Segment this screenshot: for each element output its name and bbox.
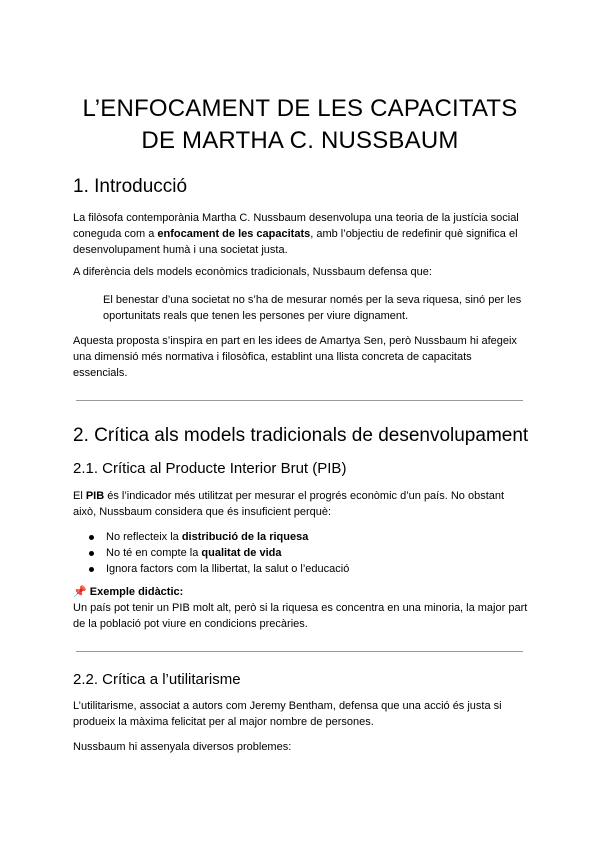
- difference-paragraph: A diferència dels models econòmics tradicionals, Nussbaum defensa que:: [73, 266, 432, 278]
- divider-2: [76, 651, 523, 652]
- intro-text-end: , amb l’objectiu de redefinir què significa el desenvolupament humà i una societat justa.: [73, 228, 518, 256]
- intro-bold-term: enfocament de les capacitats: [157, 228, 311, 240]
- section-2-heading: 2. Crítica als models tradicionals de desenvolupament: [73, 425, 529, 446]
- pushpin-icon: 📌: [73, 586, 87, 598]
- document-title: [0, 93, 600, 157]
- pib-text-end: és l’indicador més utilitzat per mesurar el progrés econòmic d’un país. No obstant això, Nussbaum considera que és insuficient perquè:: [73, 490, 505, 518]
- utilitarianism-paragraph: L’utilitarisme, associat a autors com Jeremy Bentham, defensa que una acció és justa si produeix la màxima felicitat per al major nombre de persones.: [73, 700, 502, 728]
- list-item: Ignora factors com la llibertat, la salut o l’educació: [73, 561, 523, 577]
- section-1-heading: 1. Introducció: [73, 176, 188, 197]
- divider-1: [76, 400, 523, 401]
- example-text: Un país pot tenir un PIB molt alt, però si la riquesa es concentra en una minoria, la major part de la població pot viure en condicions precàries.: [73, 602, 528, 630]
- list-item: No reflecteix la distribució de la riquesa: [73, 529, 523, 545]
- title-line-2: DE MARTHA C. NUSSBAUM: [141, 127, 459, 154]
- example-block: [73, 584, 528, 632]
- pib-text-start: El: [73, 490, 86, 502]
- pib-bullet-list: [73, 529, 523, 577]
- list-item: No té en compte la qualitat de vida: [73, 545, 523, 561]
- problems-paragraph: Nussbaum hi assenyala diversos problemes:: [73, 741, 292, 753]
- bullet-icon: [89, 567, 94, 572]
- subsection-2-2-heading: 2.2. Crítica a l’utilitarisme: [73, 671, 241, 688]
- intro-paragraph: [73, 210, 528, 258]
- title-line-1: L’ENFOCAMENT DE LES CAPACITATS: [82, 95, 518, 122]
- pib-bold-term: PIB: [85, 490, 105, 502]
- example-label: Exemple didàctic:: [89, 586, 184, 598]
- quote-block: El benestar d’una societat no s’ha de mesurar només per la seva riquesa, sinó per les oportunitats reals que tenen les persones per viure dignament.: [103, 294, 522, 322]
- intro-text-start: La filòsofa contemporània Martha C. Nussbaum desenvolupa una teoria de la justícia social coneguda com a: [73, 212, 519, 240]
- pib-paragraph: [73, 488, 528, 520]
- subsection-2-1-heading: 2.1. Crítica al Producte Interior Brut (PIB): [73, 460, 347, 477]
- bullet-icon: [89, 535, 94, 540]
- inspiration-paragraph: Aquesta proposta s’inspira en part en les idees de Amartya Sen, però Nussbaum hi afegeix una dimensió més normativa i filosòfica, establint una llista concreta de capacitats essencials.: [73, 335, 517, 379]
- bullet-icon: [89, 551, 94, 556]
